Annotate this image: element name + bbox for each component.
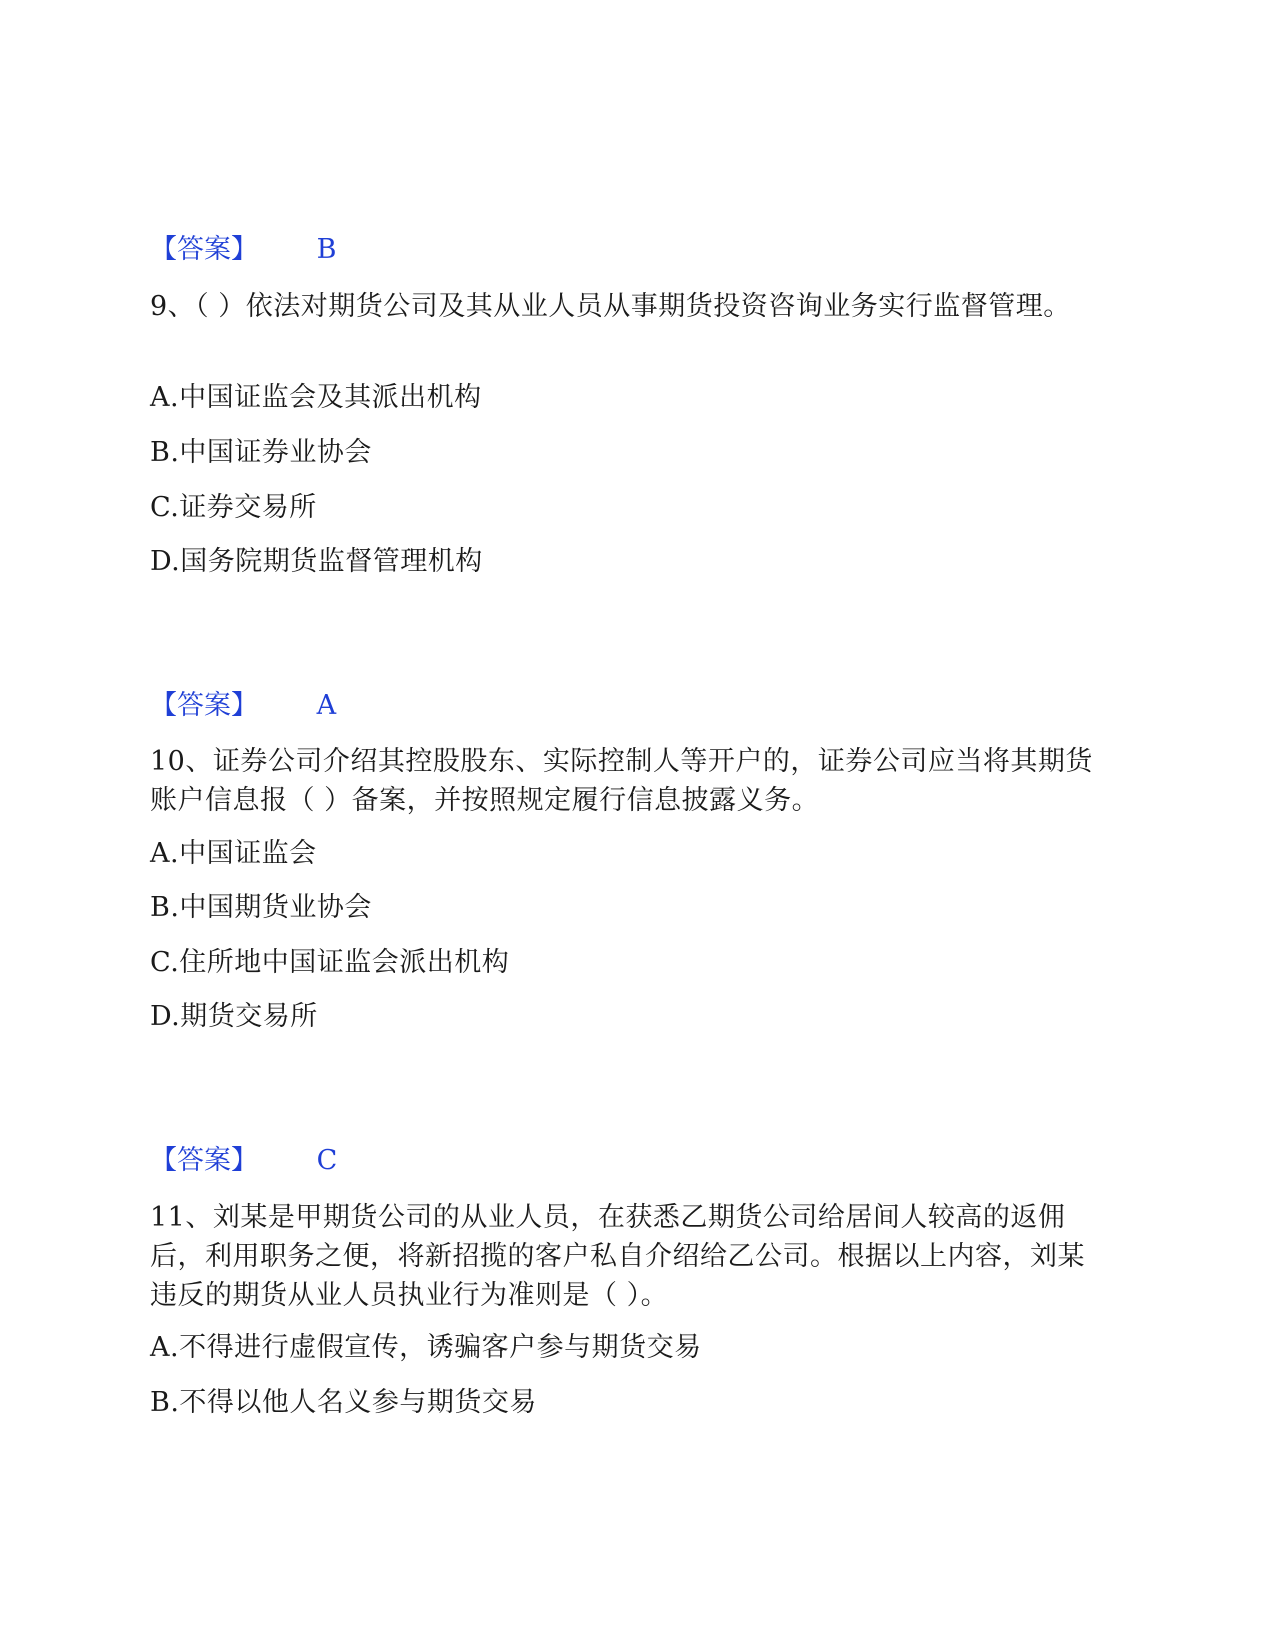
answer-label: 【答案】 bbox=[150, 234, 258, 265]
option-d: D.国务院期货监督管理机构 bbox=[150, 546, 483, 577]
answer-value: B bbox=[316, 234, 337, 265]
option-a: A.中国证监会及其派出机构 bbox=[150, 382, 482, 413]
answer-line bbox=[150, 689, 336, 723]
option-d: D.期货交易所 bbox=[150, 1001, 318, 1032]
question-text: 10、证券公司介绍其控股股东、实际控制人等开户的，证券公司应当将其期货账户信息报（ ）备案，并按照规定履行信息披露义务。 bbox=[150, 746, 1093, 816]
question-text: 9、（ ）依法对期货公司及其从业人员从事期货投资咨询业务实行监督管理。 bbox=[150, 291, 1071, 322]
answer-value: C bbox=[316, 1145, 338, 1176]
option-c: C.住所地中国证监会派出机构 bbox=[150, 947, 510, 978]
option-a: A.不得进行虚假宣传，诱骗客户参与期货交易 bbox=[150, 1332, 702, 1363]
answer-line bbox=[150, 233, 336, 267]
option-b: B.中国证券业协会 bbox=[150, 437, 372, 468]
option-b: B.不得以他人名义参与期货交易 bbox=[150, 1387, 537, 1418]
answer-label: 【答案】 bbox=[150, 1145, 258, 1176]
option-b: B.中国期货业协会 bbox=[150, 892, 372, 923]
answer-value: A bbox=[316, 690, 337, 721]
answer-label: 【答案】 bbox=[150, 690, 258, 721]
option-c: C.证券交易所 bbox=[150, 492, 317, 523]
question-text: 11、刘某是甲期货公司的从业人员，在获悉乙期货公司给居间人较高的返佣后，利用职务之便，将新招揽的客户私自介绍给乙公司。根据以上内容，刘某违反的期货从业人员执业行为准则是（ ）。 bbox=[150, 1202, 1085, 1311]
answer-line bbox=[150, 1144, 337, 1178]
option-a: A.中国证监会 bbox=[150, 838, 317, 869]
